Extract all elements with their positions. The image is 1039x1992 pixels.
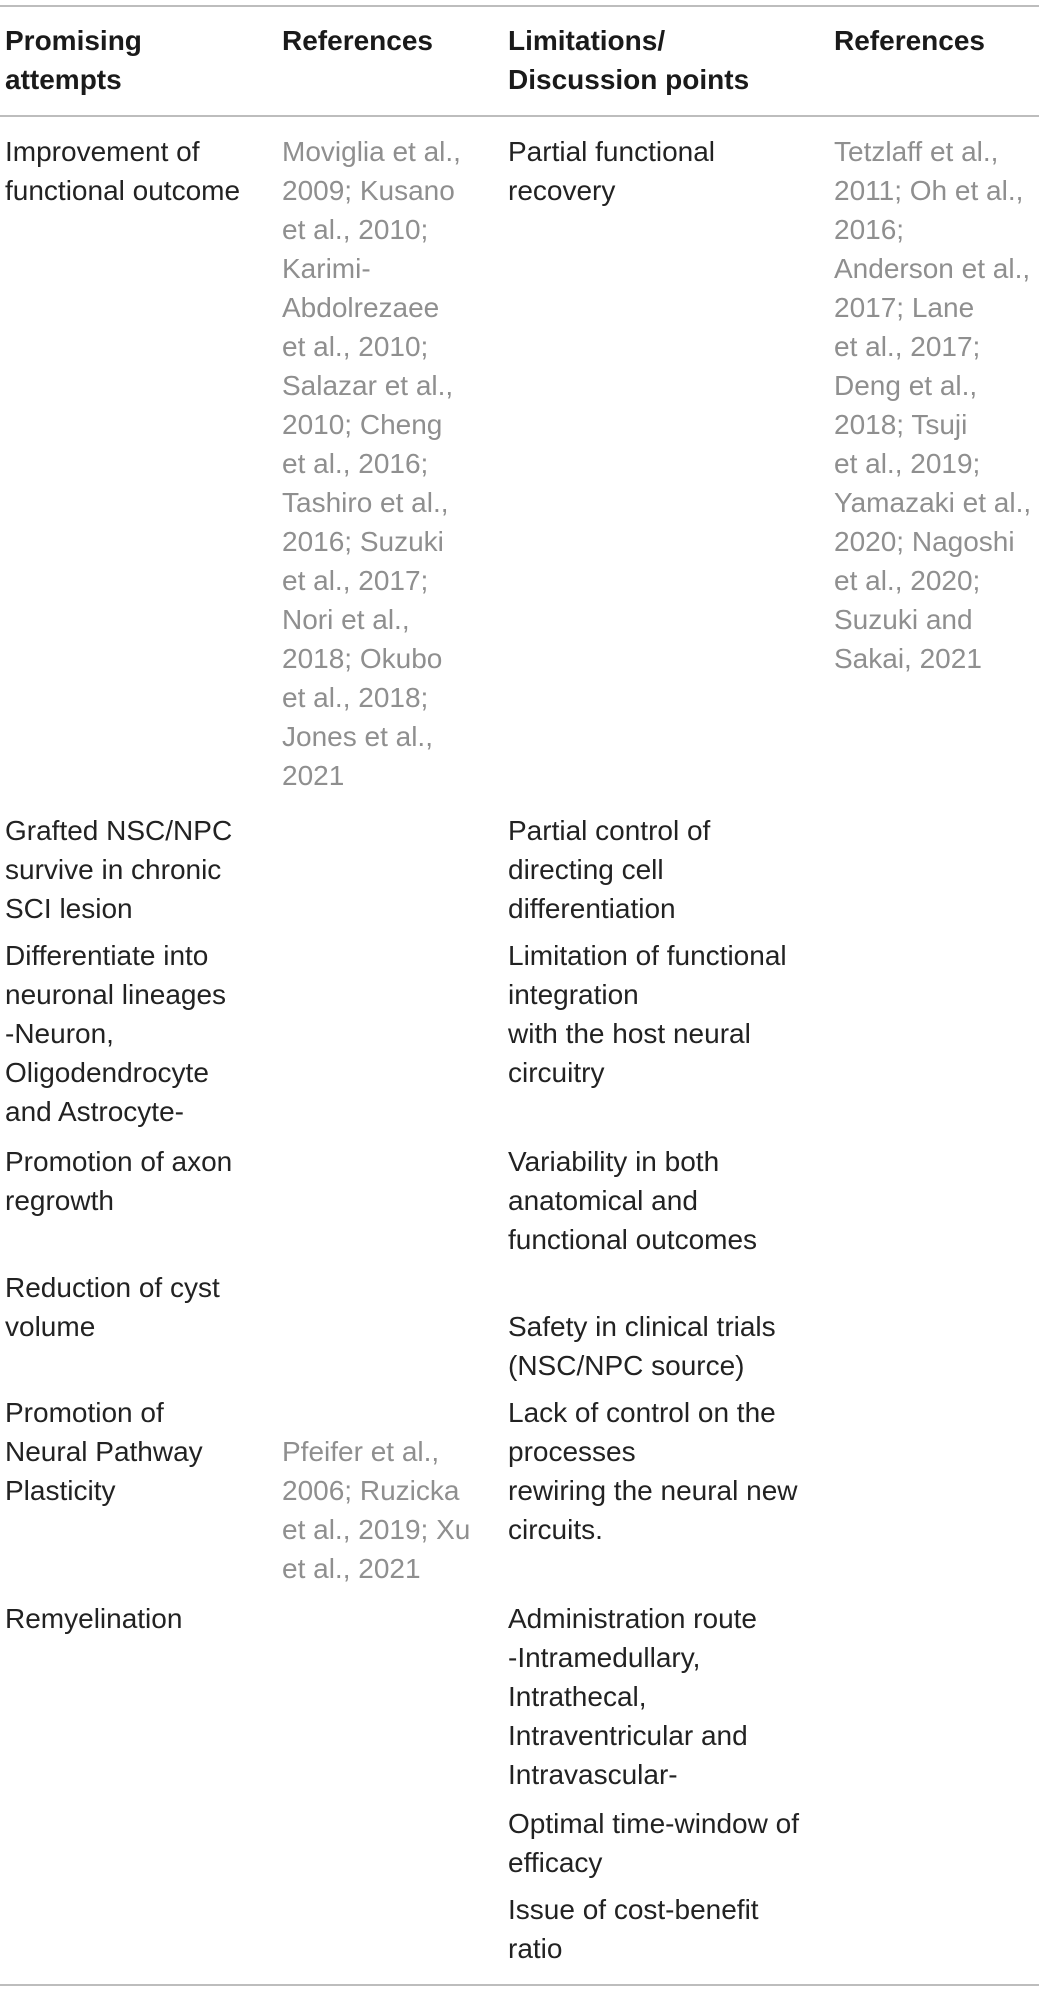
header-limitations [508, 21, 818, 99]
reference-line: et al., 2021 [282, 1553, 421, 1584]
cell-line: Neural Pathway [5, 1436, 203, 1467]
cell-line: rewiring the neural new [508, 1475, 798, 1506]
header-line: References [834, 25, 985, 56]
cell-line: with the host neural [508, 1018, 751, 1049]
bottom-rule [0, 1984, 1039, 1986]
reference-line: Sakai, 2021 [834, 643, 982, 674]
cell-line: circuits. [508, 1514, 603, 1545]
cell-line: Differentiate into [5, 940, 209, 971]
cell-line: Lack of control on the [508, 1397, 776, 1428]
cell-line: -Intramedullary, [508, 1642, 701, 1673]
limitation-differentiation-control [508, 811, 818, 928]
cell-line: Grafted NSC/NPC [5, 815, 233, 846]
cell-line: Partial control of [508, 815, 711, 846]
reference-line: Deng et al., [834, 370, 978, 401]
cell-line: Administration route [508, 1603, 758, 1634]
reference-line: Karimi- [282, 253, 371, 284]
header-references-2 [834, 21, 1034, 60]
cell-line: Intraventricular and [508, 1720, 748, 1751]
reference-line: Anderson et al., [834, 253, 1031, 284]
reference-line: Tashiro et al., [282, 487, 449, 518]
reference-line: 2018; Okubo [282, 643, 443, 674]
reference-line: et al., 2017; [282, 565, 429, 596]
attempt-axon-regrowth [5, 1142, 275, 1220]
reference-line: 2016; Suzuki [282, 526, 444, 557]
cell-line: Intravascular- [508, 1759, 678, 1790]
reference-line: 2018; Tsuji [834, 409, 968, 440]
references-plasticity [282, 1432, 477, 1588]
references-functional-outcome [282, 132, 477, 795]
reference-line: 2020; Nagoshi [834, 526, 1015, 557]
top-rule [0, 5, 1039, 7]
header-line: Promising [5, 25, 142, 56]
cell-line: integration [508, 979, 639, 1010]
limitation-functional-integration [508, 936, 818, 1092]
cell-line: Partial functional [508, 136, 716, 167]
cell-line: Promotion of [5, 1397, 164, 1428]
cell-line: Variability in both [508, 1146, 720, 1177]
header-line: Limitations/ [508, 25, 666, 56]
cell-line: anatomical and [508, 1185, 698, 1216]
attempt-functional-outcome [5, 132, 275, 210]
reference-line: 2009; Kusano [282, 175, 455, 206]
reference-line: et al., 2020; [834, 565, 981, 596]
cell-line: regrowth [5, 1185, 114, 1216]
cell-line: and Astrocyte- [5, 1096, 184, 1127]
limitation-rewiring-control [508, 1393, 818, 1549]
reference-line: Yamazaki et al., [834, 487, 1032, 518]
reference-line: Abdolrezaee [282, 292, 440, 323]
cell-line: volume [5, 1311, 96, 1342]
cell-line: efficacy [508, 1847, 603, 1878]
cell-line: directing cell [508, 854, 664, 885]
cell-line: Improvement of [5, 136, 200, 167]
header-line: attempts [5, 64, 122, 95]
references-partial-recovery [834, 132, 1034, 678]
cell-line: Optimal time-window of [508, 1808, 799, 1839]
limitation-partial-recovery [508, 132, 818, 210]
reference-line: Nori et al., [282, 604, 410, 635]
reference-line: et al., 2019; Xu [282, 1514, 471, 1545]
reference-line: 2017; Lane [834, 292, 975, 323]
reference-line: Jones et al., [282, 721, 433, 752]
attempt-plasticity [5, 1393, 275, 1510]
attempt-grafted-survive [5, 811, 275, 928]
cell-line: processes [508, 1436, 636, 1467]
header-rule [0, 115, 1039, 117]
limitation-administration-route [508, 1599, 818, 1794]
cell-line: differentiation [508, 893, 676, 924]
reference-line: et al., 2016; [282, 448, 429, 479]
cell-line: circuitry [508, 1057, 605, 1088]
header-references-1 [282, 21, 477, 60]
header-line: References [282, 25, 433, 56]
reference-line: Moviglia et al., [282, 136, 461, 167]
cell-line: (NSC/NPC source) [508, 1350, 745, 1381]
cell-line: recovery [508, 175, 616, 206]
reference-line: et al., 2010; [282, 214, 429, 245]
cell-line: Limitation of functional [508, 940, 787, 971]
cell-line: functional outcome [5, 175, 241, 206]
cell-line: -Neuron, [5, 1018, 114, 1049]
cell-line: survive in chronic [5, 854, 222, 885]
reference-line: 2010; Cheng [282, 409, 443, 440]
cell-line: Intrathecal, [508, 1681, 647, 1712]
cell-line: Plasticity [5, 1475, 116, 1506]
cell-line: ratio [508, 1933, 563, 1964]
reference-line: Suzuki and [834, 604, 973, 635]
reference-line: 2016; [834, 214, 905, 245]
limitation-variability [508, 1142, 818, 1259]
cell-line: Issue of cost-benefit [508, 1894, 759, 1925]
header-promising-attempts [5, 21, 275, 99]
cell-line: Oligodendrocyte [5, 1057, 209, 1088]
reference-line: 2021 [282, 760, 345, 791]
reference-line: Pfeifer et al., [282, 1436, 440, 1467]
reference-line: 2006; Ruzicka [282, 1475, 460, 1506]
limitation-time-window [508, 1804, 818, 1882]
reference-line: et al., 2017; [834, 331, 981, 362]
header-line: Discussion points [508, 64, 750, 95]
reference-line: Salazar et al., [282, 370, 454, 401]
reference-line: et al., 2018; [282, 682, 429, 713]
reference-line: et al., 2019; [834, 448, 981, 479]
limitation-safety [508, 1307, 818, 1385]
reference-line: et al., 2010; [282, 331, 429, 362]
limitation-cost-benefit [508, 1890, 818, 1968]
reference-line: 2011; Oh et al., [834, 175, 1024, 206]
cell-line: neuronal lineages [5, 979, 227, 1010]
cell-line: SCI lesion [5, 893, 133, 924]
attempt-cyst-volume [5, 1268, 275, 1346]
cell-line: Safety in clinical trials [508, 1311, 776, 1342]
cell-line: Promotion of axon [5, 1146, 233, 1177]
cell-line: Reduction of cyst [5, 1272, 220, 1303]
cell-line: functional outcomes [508, 1224, 758, 1255]
attempt-differentiate [5, 936, 275, 1131]
cell-line: Remyelination [5, 1603, 183, 1634]
reference-line: Tetzlaff et al., [834, 136, 999, 167]
attempt-remyelination [5, 1599, 275, 1638]
